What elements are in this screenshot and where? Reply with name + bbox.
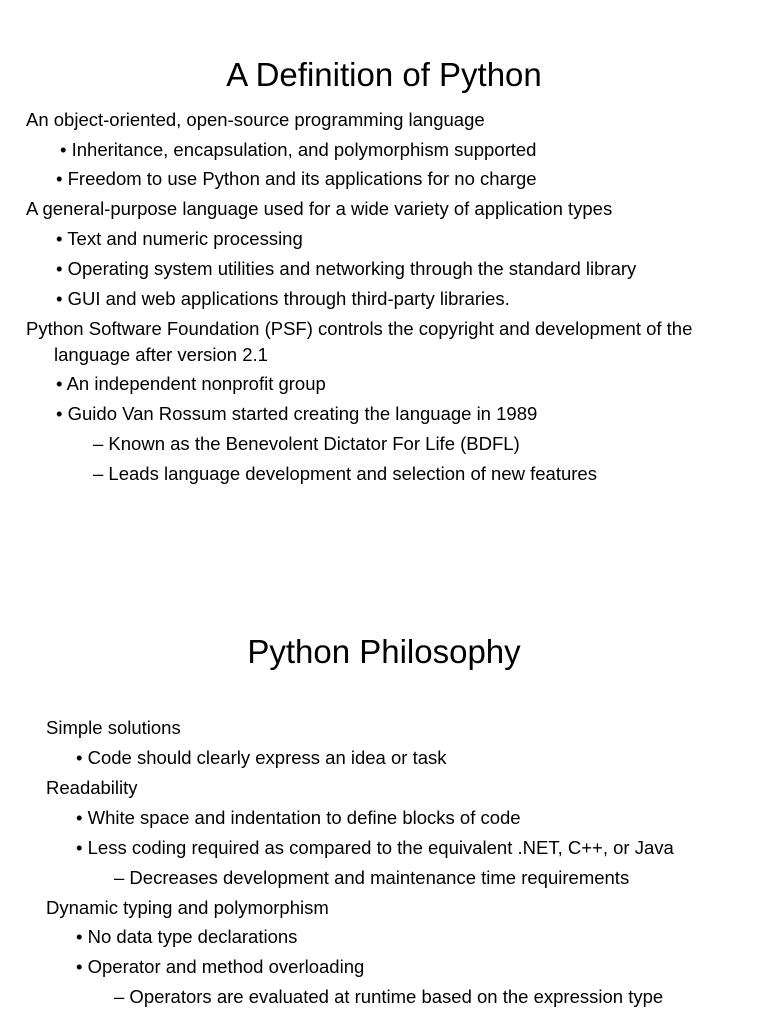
list-item: • Text and numeric processing [56,228,303,249]
list-item: – Leads language development and selection of new features [93,463,597,484]
list-item: Python Software Foundation (PSF) controls the copyright and development of the [26,318,693,339]
list-item: • Operator and method overloading [76,956,365,977]
list-item: – Known as the Benevolent Dictator For Life (BDFL) [93,433,520,454]
list-item: • GUI and web applications through third-party libraries. [56,288,510,309]
list-item: Readability [46,777,138,798]
list-item: An object-oriented, open-source programming language [26,109,485,130]
list-item: • Guido Van Rossum started creating the language in 1989 [56,403,538,424]
slide-title: A Definition of Python [226,56,542,93]
list-item: Dynamic typing and polymorphism [46,897,329,918]
list-item: Simple solutions [46,717,181,738]
list-item: • An independent nonprofit group [56,373,326,394]
list-item: • Freedom to use Python and its applications for no charge [56,168,537,189]
list-item: • Inheritance, encapsulation, and polymorphism supported [60,139,537,160]
slide-title: Python Philosophy [247,633,521,670]
list-item: – Operators are evaluated at runtime based on the expression type [114,986,664,1007]
list-item: A general-purpose language used for a wide variety of application types [26,198,613,219]
list-item: • Operating system utilities and networking through the standard library [56,258,637,279]
list-item: – Decreases development and maintenance time requirements [114,867,630,888]
list-item: language after version 2.1 [54,344,268,365]
list-item: • White space and indentation to define blocks of code [76,807,521,828]
list-item: • Less coding required as compared to the equivalent .NET, C++, or Java [76,837,674,858]
list-item: • No data type declarations [76,926,298,947]
list-item: • Code should clearly express an idea or task [76,747,447,768]
